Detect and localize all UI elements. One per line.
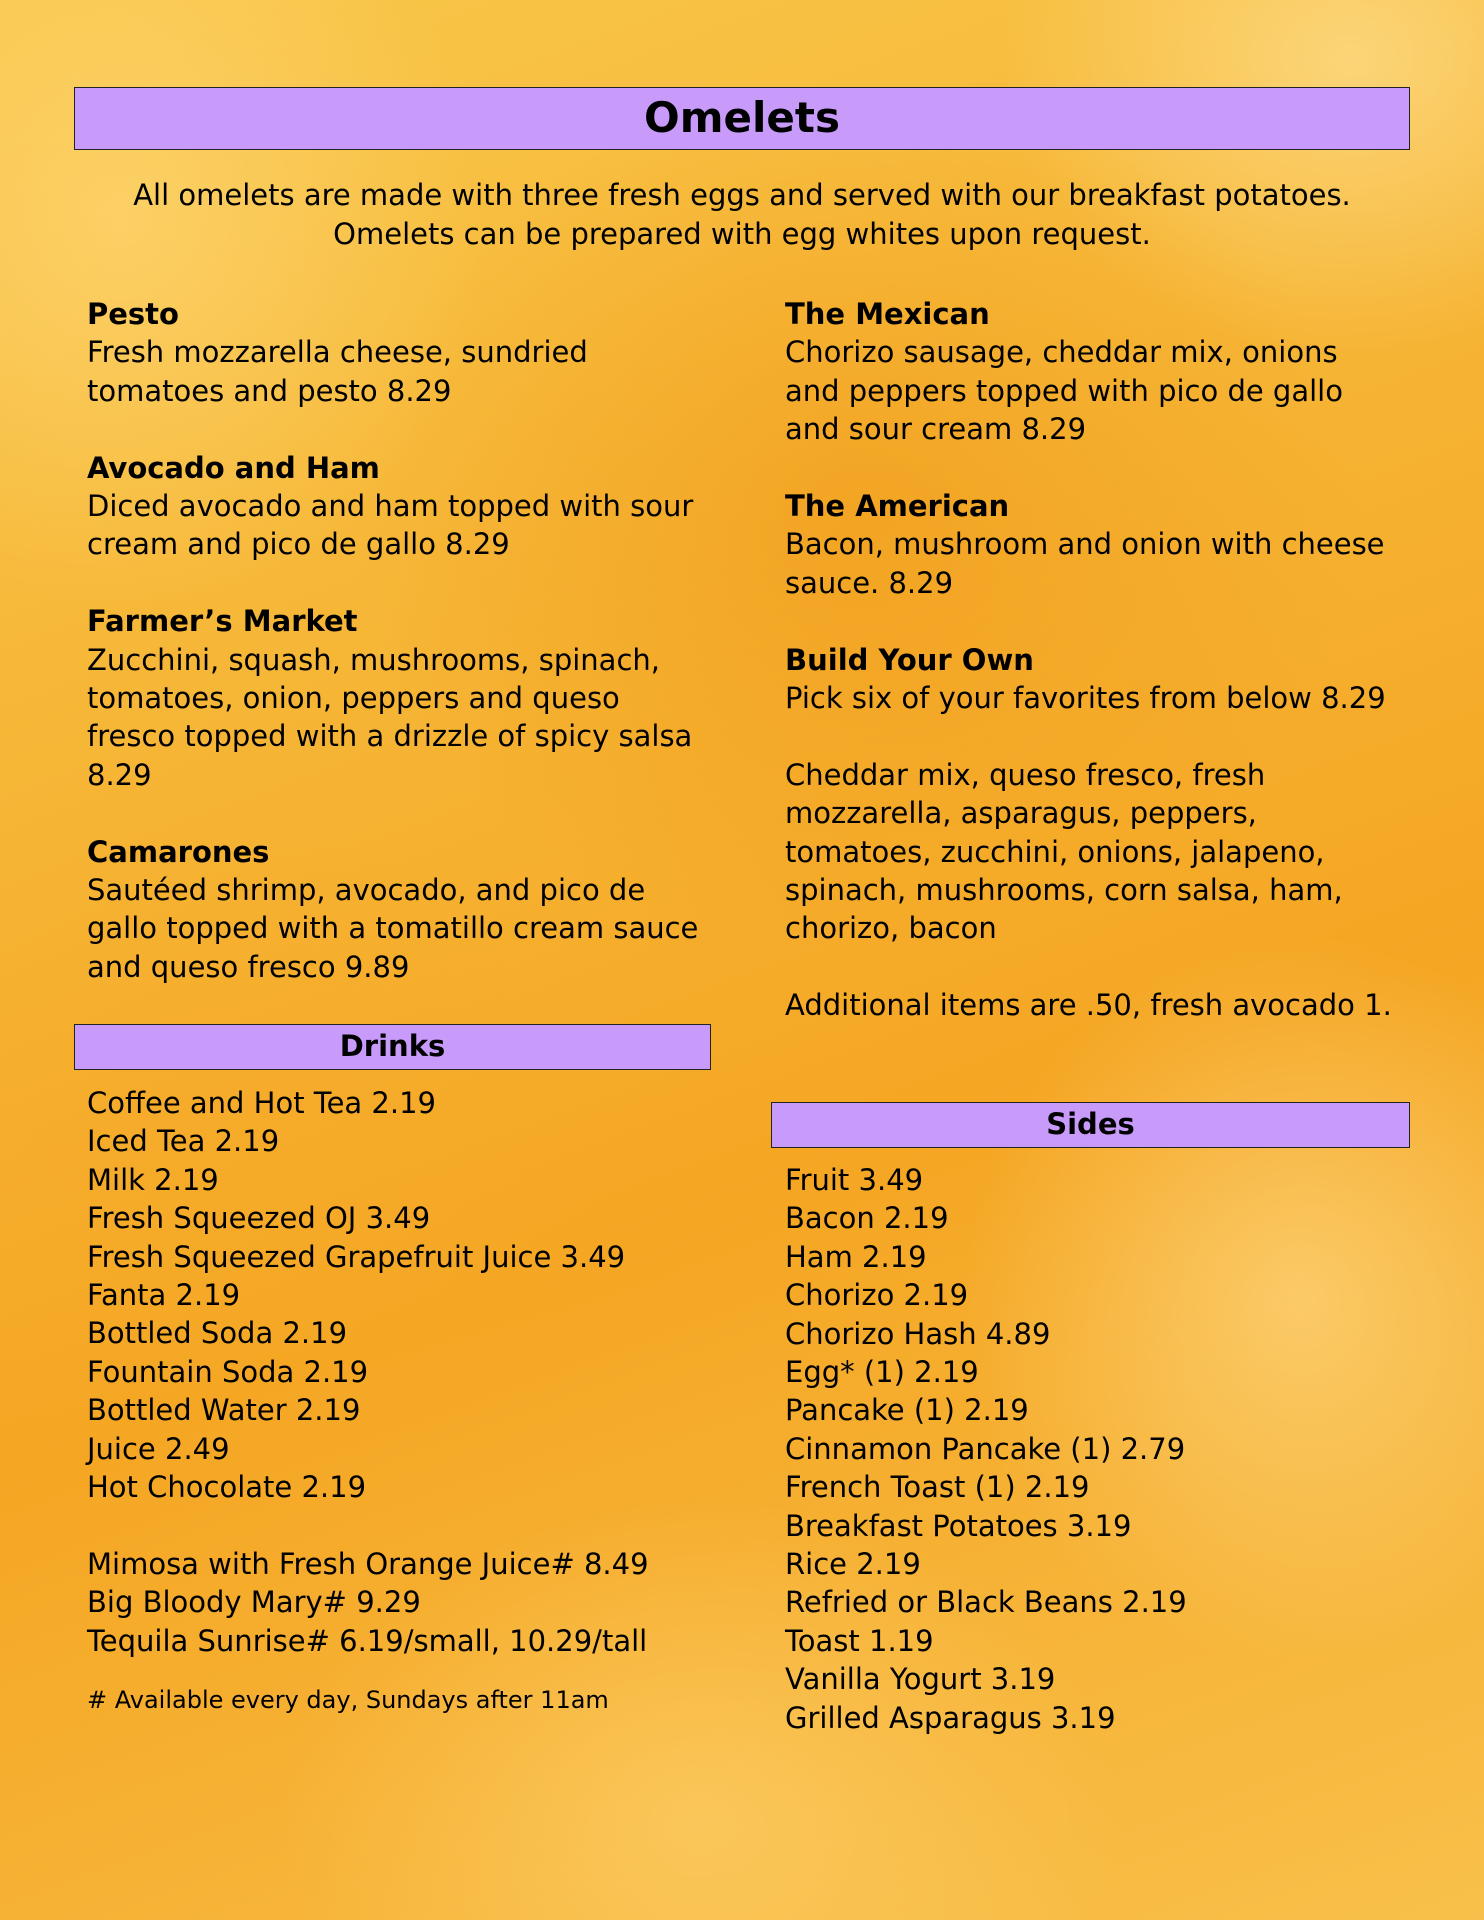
list-item: Fresh Squeezed OJ 3.49: [87, 1201, 431, 1236]
additional-items-note: Additional items are .50, fresh avocado 1.: [785, 988, 1392, 1023]
omelets-left-column: [87, 295, 698, 986]
list-item: Coffee and Hot Tea 2.19: [87, 1086, 436, 1120]
intro-line: All omelets are made with three fresh eggs and served with our breakfast potatoes.: [133, 178, 1351, 212]
page-title: Omelets: [644, 93, 840, 142]
menu-item-pesto: [87, 295, 698, 410]
menu-item-name: The Mexican: [785, 297, 990, 331]
menu-item-desc: Chorizo sausage, cheddar mix, onions: [785, 335, 1338, 370]
menu-item-desc: Zucchini, squash, mushrooms, spinach,: [87, 642, 660, 677]
menu-item-avocado-ham: [87, 449, 698, 564]
list-item: Juice 2.49: [87, 1431, 230, 1466]
list-item: Chorizo 2.19: [785, 1278, 969, 1313]
drinks-title: Drinks: [339, 1029, 446, 1063]
menu-item-desc: tomatoes, onion, peppers and queso: [87, 681, 620, 716]
list-item: Milk 2.19: [87, 1162, 219, 1197]
build-options: [785, 756, 1392, 948]
sides-title: Sides: [1046, 1107, 1135, 1141]
omelets-title-banner: [74, 87, 1410, 150]
menu-item-name: Farmer’s Market: [87, 604, 358, 639]
list-item: Ham 2.19: [785, 1239, 927, 1274]
menu-item-farmers-market: [87, 602, 698, 794]
list-item: Mimosa with Fresh Orange Juice# 8.49: [87, 1546, 649, 1581]
list-item: Chorizo Hash 4.89: [785, 1316, 1051, 1351]
sides-banner: [771, 1102, 1410, 1148]
intro-line: Omelets can be prepared with egg whites upon request.: [333, 217, 1151, 251]
list-item: Iced Tea 2.19: [87, 1124, 280, 1159]
list-item: Toast 1.19: [785, 1623, 934, 1658]
build-option-line: Cheddar mix, queso fresco, fresh: [785, 757, 1266, 792]
menu-item-name: The American: [785, 489, 1010, 524]
menu-item-name: Build Your Own: [785, 642, 1034, 677]
list-item: Fanta 2.19: [87, 1278, 241, 1313]
menu-item-desc: tomatoes and pesto 8.29: [87, 373, 452, 408]
menu-item-desc: Bacon, mushroom and onion with cheese: [785, 527, 1385, 562]
list-item: Cinnamon Pancake (1) 2.79: [785, 1431, 1186, 1466]
menu-item-desc: and peppers topped with pico de gallo: [785, 373, 1343, 408]
menu-item-desc: Diced avocado and ham topped with sour: [87, 489, 694, 524]
list-item: Egg* (1) 2.19: [785, 1355, 979, 1390]
menu-item-camarones: [87, 833, 698, 987]
drinks-banner: [74, 1024, 711, 1070]
menu-item-desc: Pick six of your favorites from below 8.29: [785, 681, 1386, 716]
list-item: Fruit 3.49: [785, 1163, 924, 1197]
list-item: Refried or Black Beans 2.19: [785, 1585, 1187, 1620]
drinks-footnote: # Available every day, Sundays after 11am: [87, 1686, 609, 1715]
menu-item-desc: fresco topped with a drizzle of spicy salsa: [87, 719, 693, 754]
omelets-right-column: [785, 295, 1392, 1025]
menu-item-desc: 8.29: [87, 757, 152, 792]
list-item: Fountain Soda 2.19: [87, 1354, 369, 1389]
menu-item-desc: Sautéed shrimp, avocado, and pico de: [87, 873, 646, 908]
menu-item-name: Avocado and Ham: [87, 450, 380, 485]
list-item: Pancake (1) 2.19: [785, 1393, 1029, 1428]
menu-item-desc: sauce. 8.29: [785, 565, 954, 600]
build-option-line: spinach, mushrooms, corn salsa, ham,: [785, 873, 1343, 908]
build-option-line: chorizo, bacon: [785, 911, 997, 946]
sides-list: [785, 1161, 1187, 1737]
list-item: Vanilla Yogurt 3.19: [785, 1662, 1056, 1697]
list-item: Rice 2.19: [785, 1547, 921, 1582]
list-item: Breakfast Potatoes 3.19: [785, 1508, 1132, 1543]
list-item: Hot Chocolate 2.19: [87, 1470, 367, 1505]
menu-item-desc: cream and pico de gallo 8.29: [87, 527, 510, 562]
menu-item-the-mexican: [785, 295, 1392, 449]
menu-item-desc: and queso fresco 9.89: [87, 949, 410, 984]
build-option-line: mozzarella, asparagus, peppers,: [785, 796, 1257, 831]
menu-item-build-your-own: [785, 641, 1392, 718]
omelets-intro: [74, 176, 1410, 254]
list-item: Bottled Soda 2.19: [87, 1316, 348, 1351]
list-item: Fresh Squeezed Grapefruit Juice 3.49: [87, 1239, 626, 1274]
list-item: Bottled Water 2.19: [87, 1393, 361, 1428]
menu-item-the-american: [785, 487, 1392, 602]
list-item: Bacon 2.19: [785, 1201, 949, 1236]
menu-item-name: Camarones: [87, 834, 270, 869]
list-item: Grilled Asparagus 3.19: [785, 1700, 1116, 1735]
menu-item-desc: gallo topped with a tomatillo cream sauce: [87, 911, 699, 946]
list-item: French Toast (1) 2.19: [785, 1470, 1090, 1505]
list-item: Big Bloody Mary# 9.29: [87, 1585, 421, 1620]
menu-item-desc: and sour cream 8.29: [785, 412, 1087, 447]
menu-item-desc: Fresh mozzarella cheese, sundried: [87, 335, 588, 370]
drinks-list: [87, 1084, 649, 1716]
build-option-line: tomatoes, zucchini, onions, jalapeno,: [785, 834, 1325, 869]
list-item: Tequila Sunrise# 6.19/small, 10.29/tall: [87, 1623, 648, 1658]
menu-item-name: Pesto: [87, 297, 179, 331]
